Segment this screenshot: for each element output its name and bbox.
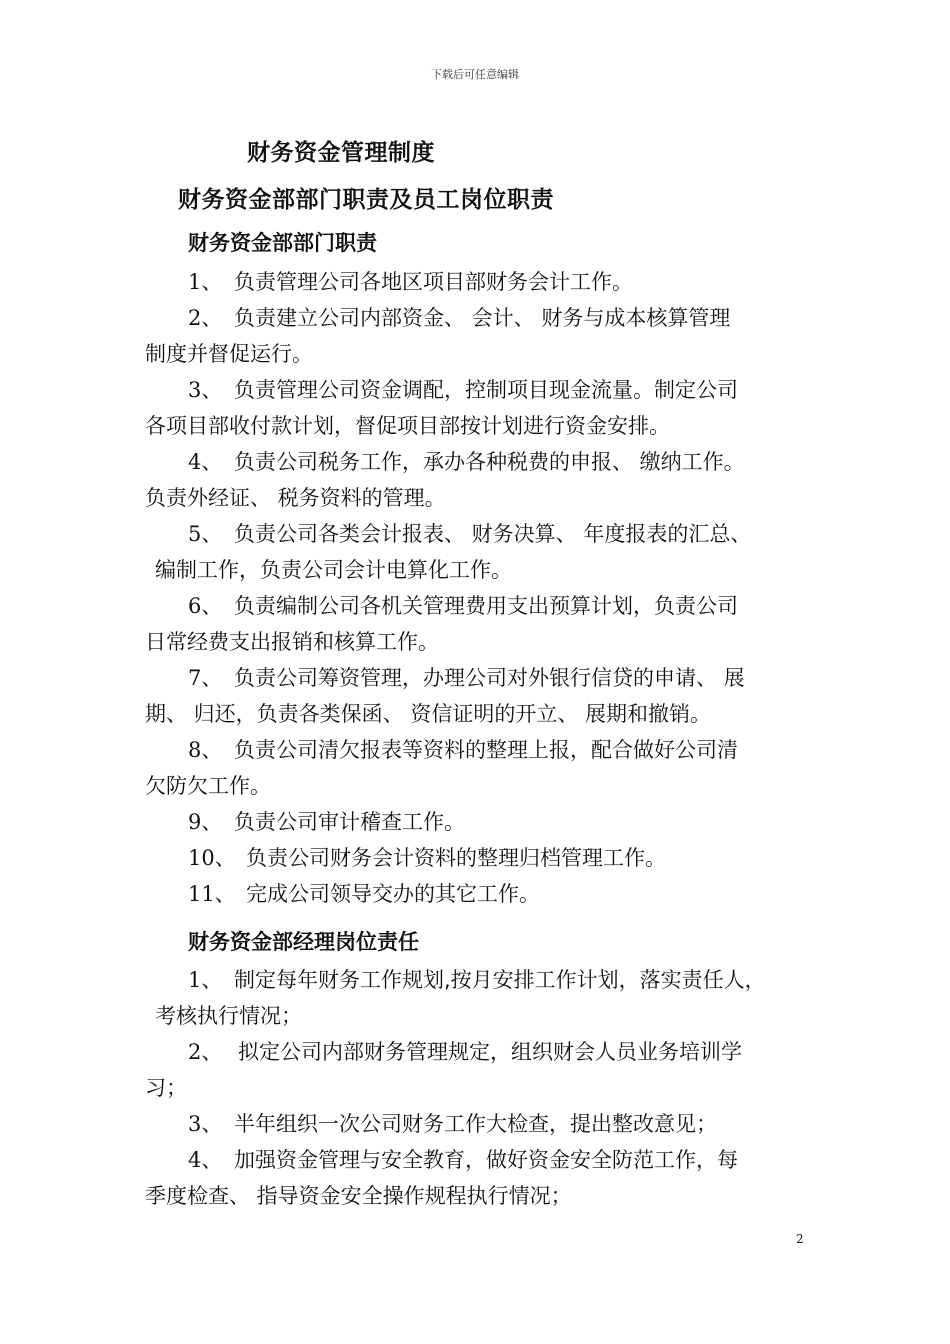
item-number: 9、 [188,810,223,834]
list-item [188,740,738,761]
list-item [188,524,751,545]
item-number: 6、 [188,594,223,618]
item-text: 负责公司各类会计报表、 财务决算、 年度报表的汇总、 [234,522,752,546]
item-text: 拟定公司内部财务管理规定，组织财会人员业务培训学 [238,1040,742,1064]
item-text: 制定每年财务工作规划,按月安排工作计划，落实责任人， [234,968,766,992]
item-text: 负责公司筹资管理，办理公司对外银行信贷的申请、 展 [234,666,745,690]
item-continuation: 日常经费支出报销和核算工作。 [145,630,439,654]
item-number: 4、 [188,1148,223,1172]
item-text: 完成公司领导交办的其它工作。 [246,882,540,906]
item-number: 8、 [188,738,223,762]
item-text: 半年组织一次公司财务工作大检查，提出整改意见； [234,1112,717,1136]
item-text: 负责编制公司各机关管理费用支出预算计划，负责公司 [234,594,738,618]
item-number: 10、 [188,846,236,870]
item-text: 负责管理公司资金调配，控制项目现金流量。制定公司 [234,378,738,402]
doc-subtitle: 财务资金部部门职责及员工岗位职责 [178,187,554,213]
item-number: 7、 [188,666,223,690]
item-text: 负责建立公司内部资金、 会计、 财务与成本核算管理 [234,306,731,330]
item-continuation: 制度并督促运行。 [145,342,313,366]
item-continuation: 习； [145,1076,187,1100]
item-continuation: 欠防欠工作。 [145,774,271,798]
item-number: 2、 [188,1040,223,1064]
item-continuation: 编制工作，负责公司会计电算化工作。 [155,558,512,582]
list-item [188,308,730,329]
list-item [188,1042,742,1063]
item-number: 11、 [188,882,236,906]
item-number: 2、 [188,306,223,330]
list-item [188,596,738,617]
item-number: 3、 [188,1112,223,1136]
item-number: 5、 [188,522,223,546]
list-item [188,452,745,473]
doc-title: 财务资金管理制度 [247,140,435,166]
list-item [188,812,465,833]
header-note: 下载后可任意编辑 [431,68,519,81]
item-number: 4、 [188,450,223,474]
item-number: 1、 [188,968,223,992]
item-continuation: 负责外经证、 税务资料的管理。 [145,486,446,510]
list-item [188,884,540,905]
item-continuation: 考核执行情况； [155,1004,302,1028]
item-text: 负责公司清欠报表等资料的整理上报，配合做好公司清 [234,738,738,762]
list-item [188,1150,738,1171]
item-text: 负责公司税务工作，承办各种税费的申报、 缴纳工作。 [234,450,745,474]
item-text: 负责公司财务会计资料的整理归档管理工作。 [246,846,666,870]
list-item [188,668,745,689]
item-continuation: 各项目部收付款计划，督促项目部按计划进行资金安排。 [145,414,670,438]
list-item [188,848,666,869]
list-item [188,1114,717,1135]
item-continuation: 期、 归还，负责各类保函、 资信证明的开立、 展期和撤销。 [145,702,712,726]
item-continuation: 季度检查、 指导资金安全操作规程执行情况； [145,1184,572,1208]
item-text: 负责公司审计稽查工作。 [234,810,465,834]
item-text: 负责管理公司各地区项目部财务会计工作。 [234,270,633,294]
list-item [188,970,766,991]
list-item [188,272,633,293]
page-number: 2 [796,1232,804,1246]
section-heading-dept-duties: 财务资金部部门职责 [188,231,377,255]
list-item [188,380,738,401]
item-number: 1、 [188,270,223,294]
item-number: 3、 [188,378,223,402]
item-text: 加强资金管理与安全教育，做好资金安全防范工作，每 [234,1148,738,1172]
section-heading-manager-duties: 财务资金部经理岗位责任 [188,930,419,954]
